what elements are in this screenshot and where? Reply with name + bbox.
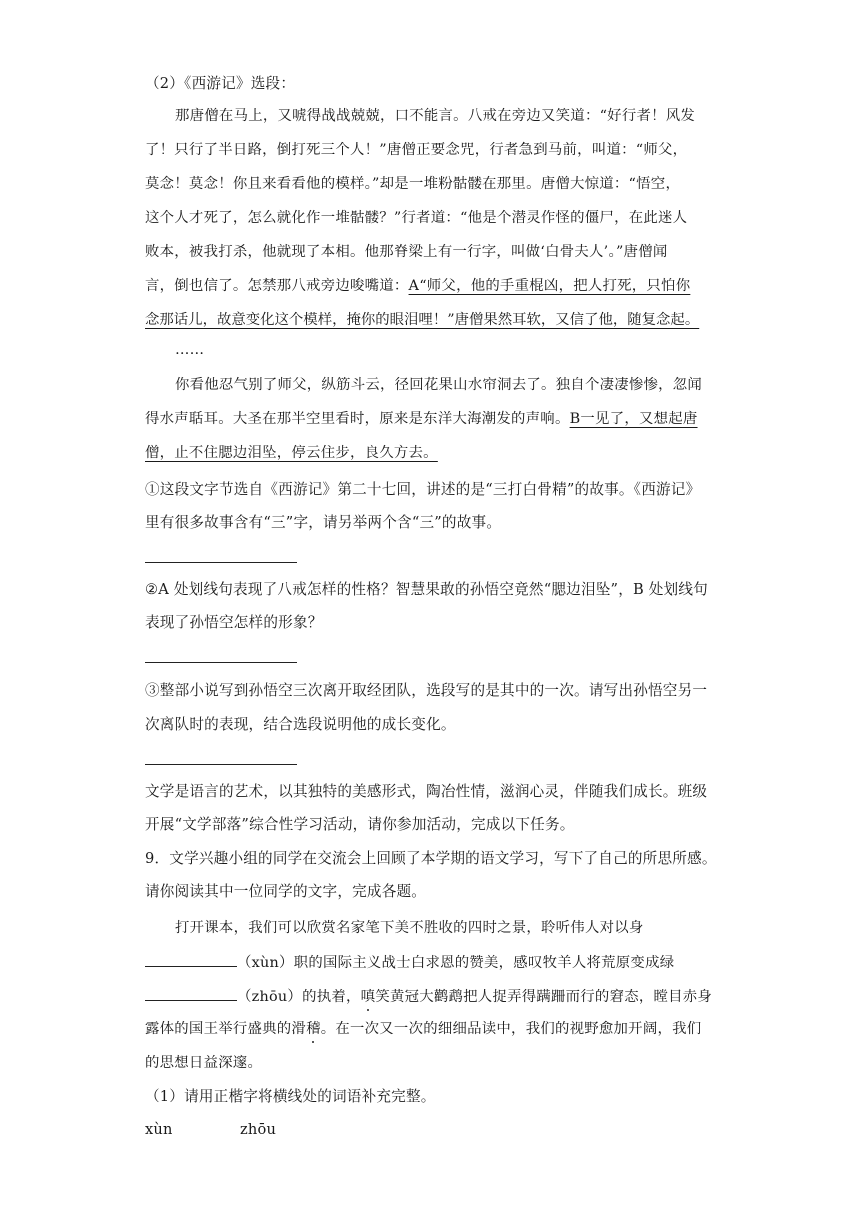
q9-passage-line: [145, 1022, 701, 1036]
passage-text: 。在一次又一次的细细品读中，我们的视野愈加开阔，我们: [320, 1021, 702, 1037]
fill-blank-zhou[interactable]: [145, 988, 237, 1001]
pinyin-label-xun: xùn: [145, 1121, 173, 1138]
passage-line: 那唐僧在马上，又唬得战战兢兢，口不能言。八戒在旁边又笑道：“好行者！风发: [175, 108, 696, 124]
passage-line: [145, 279, 690, 293]
question-9: 请你阅读其中一位同学的文字，完成各题。: [145, 883, 427, 900]
q2-title: （2）《西游记》选段：: [145, 75, 296, 92]
pinyin-label-zhou: zhōu: [240, 1121, 277, 1138]
pinyin-hint: （zhōu）: [237, 989, 303, 1005]
q9-passage-line: [145, 988, 712, 1004]
passage-line: [145, 412, 698, 426]
answer-blank-3[interactable]: [145, 764, 297, 765]
passage-text: 得水声聒耳。大圣在那半空里看时，原来是东洋大海潮发的声响。: [145, 411, 570, 427]
passage-line: 僧，止不住腮边泪坠，停云住步，良久方去。: [145, 445, 438, 461]
question-9: 9．文学兴趣小组的同学在交流会上回顾了本学期的语文学习，写下了自己的所思所感。: [145, 850, 717, 867]
question-3: ③整部小说写到孙悟空三次离开取经团队，选段写的是其中的一次。请写出孙悟空另一: [145, 682, 708, 699]
question-2: ②A 处划线句表现了八戒怎样的性格？智慧果敢的孙悟空竟然“腮边泪坠”，B 处划线句: [145, 581, 708, 598]
intro-text: 开展“文学部落”综合性学习活动，请你参加活动，完成以下任务。: [145, 816, 575, 833]
passage-line: 莫念！莫念！你且来看看他的模样。”却是一堆粉骷髅在那里。唐僧大惊道：“悟空，: [145, 176, 681, 192]
q9-passage-line: 打开课本，我们可以欣赏名家笔下美不胜收的四时之景，聆听伟人对以身: [175, 920, 644, 936]
ellipsis: ……: [175, 342, 205, 358]
pinyin-hint: （xùn）: [237, 955, 294, 971]
underlined-sentence-b: B一见了，又想起唐: [569, 411, 698, 427]
dotted-char: 稽: [306, 1021, 321, 1037]
intro-text: 文学是语言的艺术，以其独特的美感形式，陶冶性情，滋润心灵，伴随我们成长。班级: [145, 783, 708, 800]
passage-line: 这个人才死了，怎么就化作一堆骷髅？”行者道：“他是个潜灵作怪的僵尸，在此迷人: [145, 210, 688, 226]
dotted-char: 嗔: [360, 989, 376, 1005]
answer-blank-2[interactable]: [145, 662, 297, 663]
question-2: 表现了孙悟空怎样的形象？: [145, 614, 323, 631]
passage-line: 了！只行了半日路，倒打死三个人！”唐僧正要念咒，行者急到马前，叫道：“师父，: [145, 142, 688, 158]
passage-line: 念那话儿，故意变化这个模样，掩你的眼泪哩！”唐僧果然耳软，又信了他，随复念起。: [145, 312, 700, 328]
passage-line: 你看他忍气别了师父，纵筋斗云，径回花果山水帘洞去了。独自个凄凄惨惨，忽闻: [175, 377, 703, 393]
question-1: 里有很多故事含有“三”字，请另举两个含“三”的故事。: [145, 514, 502, 531]
sub-question-1: （1）请用正楷字将横线处的词语补充完整。: [145, 1088, 436, 1105]
passage-line: 败本，被我打杀，他就现了本相。他那脊梁上有一行字，叫做‘白骨夫人’。”唐僧闻: [145, 244, 668, 260]
q9-passage-line: 的思想日益深邃。: [145, 1055, 263, 1071]
question-3: 次离队时的表现，结合选段说明他的成长变化。: [145, 716, 456, 733]
passage-text: 的执着，: [302, 989, 361, 1005]
passage-text: 笑黄冠大鹳鹉把人捉弄得蹒跚而行的窘态，瞠目赤身: [375, 989, 713, 1005]
question-1: ①这段文字节选自《西游记》第二十七回，讲述的是“三打白骨精”的故事。《西游记》: [145, 481, 701, 498]
underlined-sentence-a: A“师父，他的手重棍凶，把人打死，只怕你: [408, 278, 691, 294]
passage-text: 职的国际主义战士白求恩的赞美，感叹牧羊人将荒原变成绿: [293, 955, 675, 971]
passage-text: 露体的国王举行盛典的滑: [145, 1021, 307, 1037]
q9-passage-line: [145, 954, 674, 970]
passage-text: 言，倒也信了。怎禁那八戒旁边唆嘴道：: [145, 278, 409, 294]
answer-blank-1[interactable]: [145, 562, 297, 563]
fill-blank-xun[interactable]: [145, 954, 237, 967]
